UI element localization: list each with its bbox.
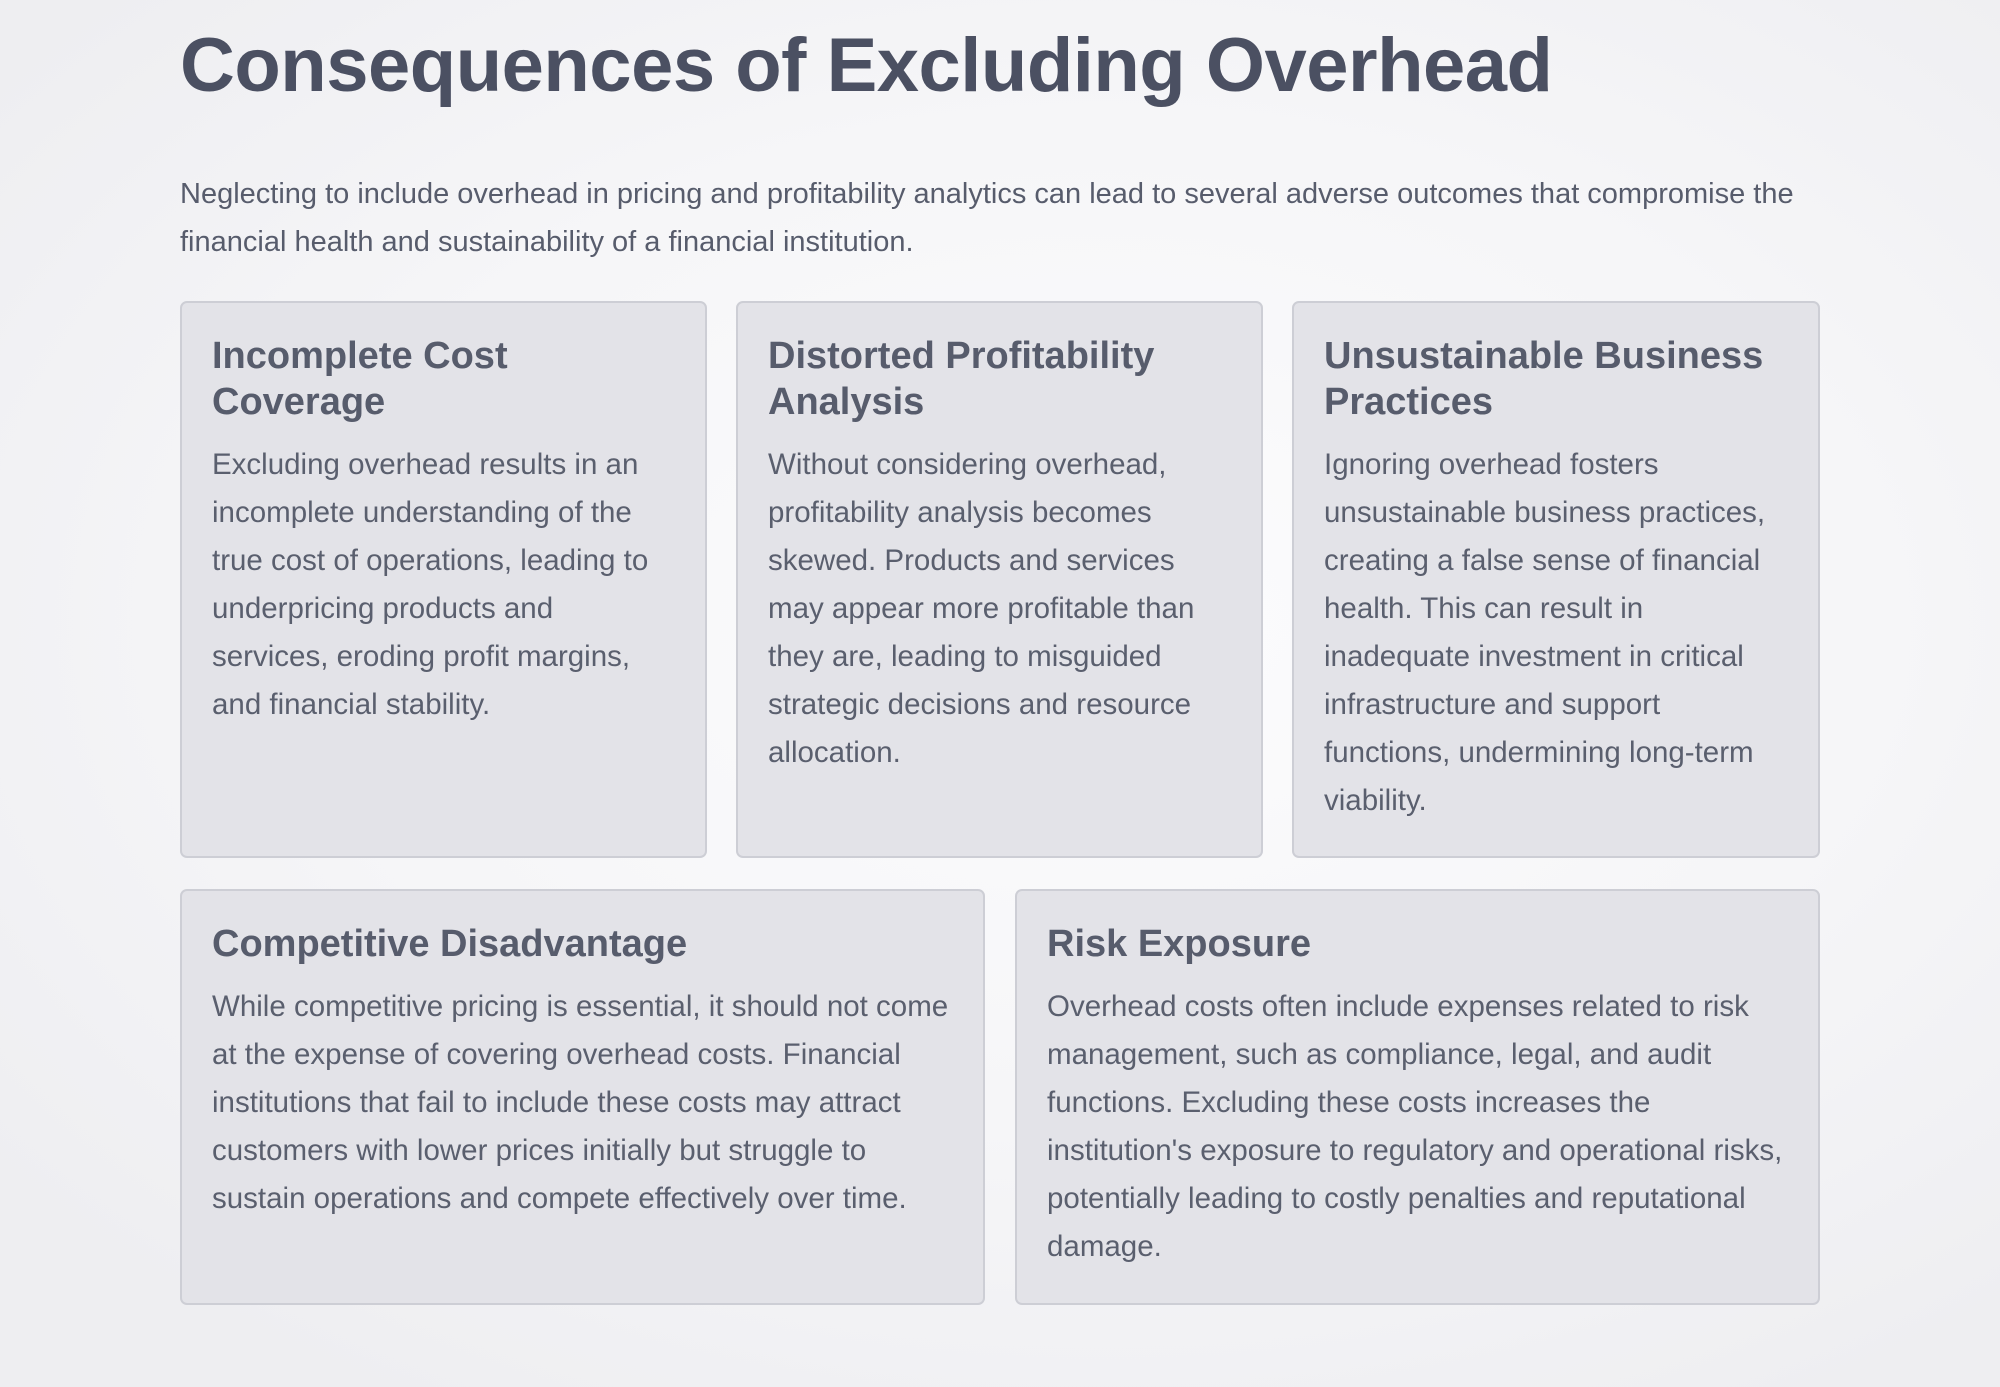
card-body: While competitive pricing is essential, it should not come at the expense of covering overhead costs. Financial institutions that fail to include these costs may attract customers with lower prices initially but struggle to sustain operations and compete effectively over time. <box>212 990 949 1215</box>
card-heading: Distorted Profitability Analysis <box>768 335 1155 423</box>
card-heading: Risk Exposure <box>1047 923 1311 965</box>
card-heading: Unsustainable Business Practices <box>1324 335 1764 423</box>
card-body: Overhead costs often include expenses related to risk management, such as compliance, legal, and audit functions. Excluding these costs increases the institution's exposure to regulatory and operational risks, potentially leading to costly penalties and reputational damage. <box>1047 990 1783 1263</box>
intro-paragraph: Neglecting to include overhead in pricing and profitability analytics can lead to several adverse outcomes that compromise the financial health and sustainability of a financial institution. <box>180 178 1794 258</box>
card-body: Without considering overhead, profitability analysis becomes skewed. Products and services may appear more profitable than they are, leading to misguided strategic decisions and resource allocation. <box>768 448 1195 769</box>
page-title: Consequences of Excluding Overhead <box>180 23 1553 108</box>
card-heading: Incomplete Cost Coverage <box>212 335 508 423</box>
card-risk-exposure <box>1015 889 1820 1305</box>
card-body: Ignoring overhead fosters unsustainable business practices, creating a false sense of financial health. This can result in inadequate investment in critical infrastructure and support functions, undermining long-term viability. <box>1324 448 1766 817</box>
card-heading: Competitive Disadvantage <box>212 923 688 965</box>
card-distorted-profitability-analysis <box>736 301 1263 858</box>
card-body: Excluding overhead results in an incomplete understanding of the true cost of operations, leading to underpricing products and services, eroding profit margins, and financial stability. <box>212 448 649 721</box>
card-competitive-disadvantage <box>180 889 985 1305</box>
card-unsustainable-business-practices <box>1292 301 1820 858</box>
card-incomplete-cost-coverage <box>180 301 707 858</box>
